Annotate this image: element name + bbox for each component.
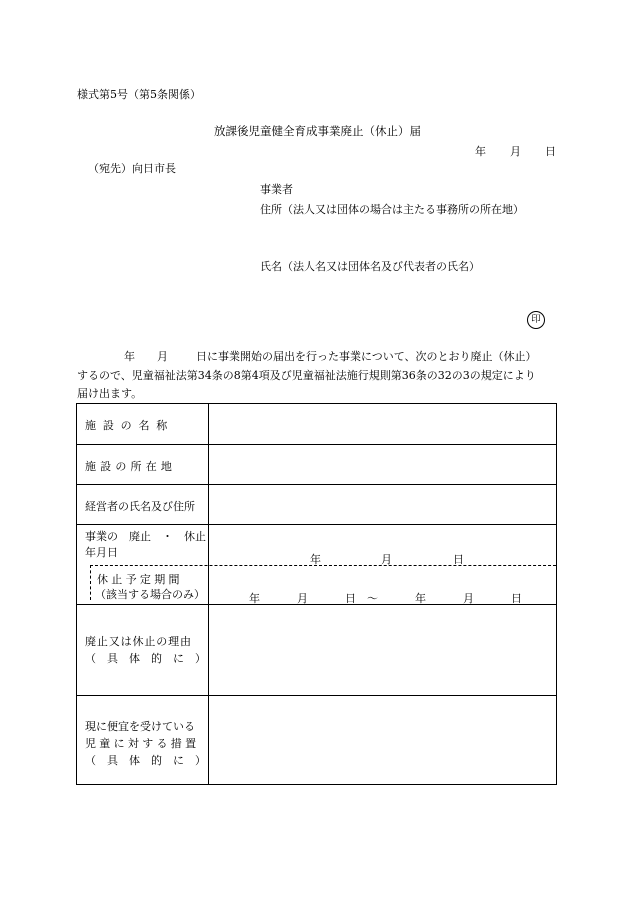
operator-name-label: 氏名（法人名又は団体名及び代表者の氏名） xyxy=(260,260,480,273)
body-year: 年 xyxy=(124,350,135,363)
date-day: 日 xyxy=(545,145,556,158)
period-end-month: 月 xyxy=(463,592,474,605)
seal-mark: 印 xyxy=(527,311,545,329)
row-facility-address xyxy=(77,444,556,485)
date-field-day: 日 xyxy=(453,553,464,566)
operator-address-label: 住所（法人又は団体の場合は主たる事務所の所在地） xyxy=(260,203,524,216)
row-facility-name xyxy=(77,404,556,444)
date-field-month: 月 xyxy=(381,553,392,566)
form-number: 様式第5号（第5条関係） xyxy=(77,88,201,101)
form-table xyxy=(76,403,557,785)
addressee: （宛先）向日市長 xyxy=(88,162,176,175)
period-end-year: 年 xyxy=(415,592,426,605)
label-facility-name: 施設の名称 xyxy=(85,419,175,432)
label-measures-3: （ 具 体 的 に ） xyxy=(85,754,206,767)
label-facility-address: 施設の所在地 xyxy=(85,460,177,473)
body-month: 月 xyxy=(157,350,168,363)
body-text xyxy=(77,348,557,404)
label-measures-1: 現に便宜を受けている xyxy=(85,720,195,733)
period-start-year: 年 xyxy=(249,592,260,605)
period-end-day: 日 xyxy=(511,592,522,605)
row-date xyxy=(77,524,556,605)
period-start-day: 日 xyxy=(345,592,356,605)
label-reason-1: 廃止又は休止の理由 xyxy=(85,635,192,648)
label-date-1: 事業の 廃止 ・ 休止 xyxy=(85,530,206,543)
period-tilde: ～ xyxy=(367,592,378,605)
date-month: 月 xyxy=(510,145,521,158)
date-year: 年 xyxy=(475,145,486,158)
label-suspension-2: （該当する場合のみ） xyxy=(95,588,205,601)
date-field-year: 年 xyxy=(310,553,321,566)
row-measures xyxy=(77,695,556,786)
row-reason xyxy=(77,604,556,696)
label-measures-2: 児童に対する措置 xyxy=(85,737,200,750)
operator-label: 事業者 xyxy=(260,183,293,196)
label-suspension-1: 休止予定期間 xyxy=(97,573,183,586)
body-line-1 xyxy=(77,348,557,367)
row-operator xyxy=(77,484,556,525)
label-date-2: 年月日 xyxy=(85,546,118,559)
period-start-month: 月 xyxy=(297,592,308,605)
suspension-dashed-left xyxy=(90,565,91,600)
body-line-1-rest: 日に事業開始の届出を行った事業について、次のとおり廃止（休止） xyxy=(196,350,537,363)
document-title: 放課後児童健全育成事業廃止（休止）届 xyxy=(214,124,421,138)
label-operator-name-address: 経営者の氏名及び住所 xyxy=(85,500,195,513)
body-line-3: 届け出ます。 xyxy=(77,387,143,400)
body-line-2: するので、児童福祉法第34条の8第4項及び児童福祉法施行規則第36条の32の3の規定により xyxy=(77,368,536,382)
suspension-dashed-top xyxy=(90,565,556,566)
label-reason-2: （ 具 体 的 に ） xyxy=(85,652,206,665)
